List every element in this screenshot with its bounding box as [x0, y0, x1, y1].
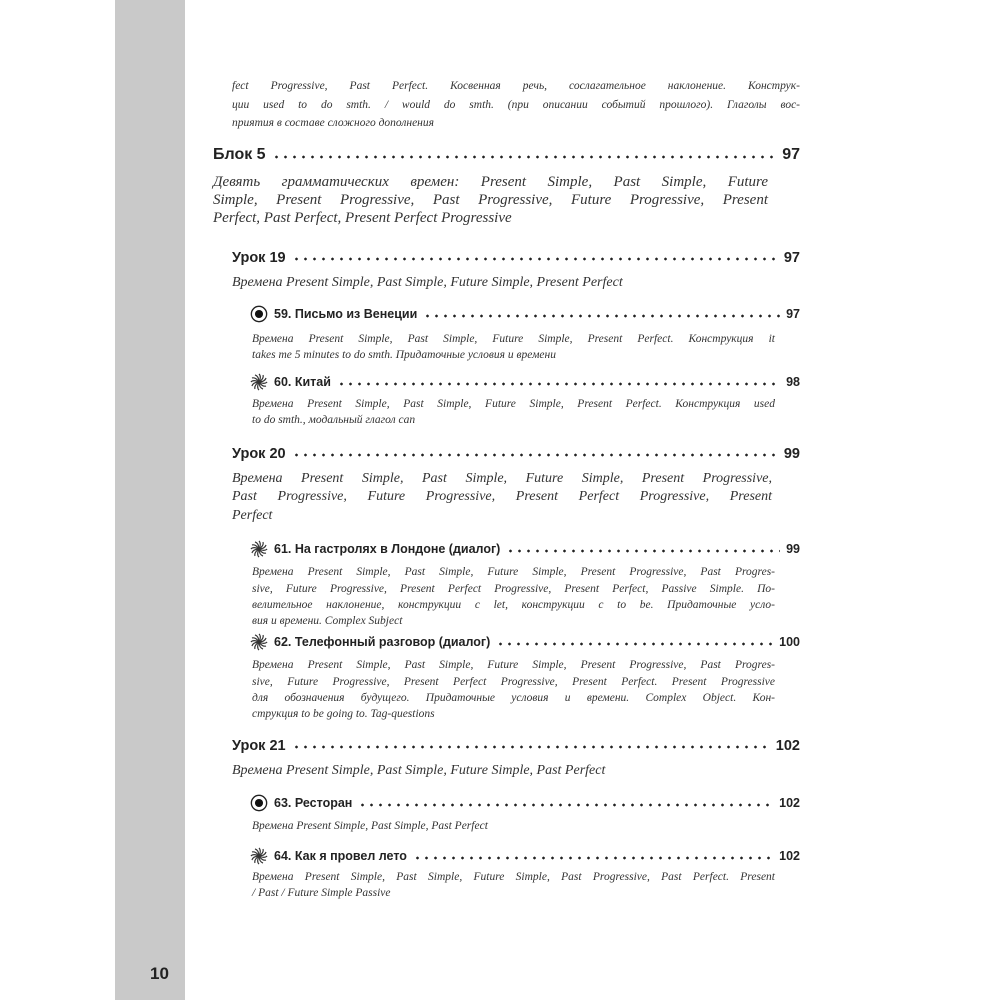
entry-title: 63. Ресторан [274, 795, 353, 810]
toc-entry[interactable] [250, 540, 800, 558]
description-line: Past Progressive, Future Progressive, Present Perfect Progressive, Present [232, 488, 772, 504]
spiral-icon [250, 540, 268, 558]
description-line: Времена Present Simple, Past Simple, Future Simple, Present Progressive, Past Progres- [252, 566, 775, 579]
toc-entry[interactable] [250, 847, 800, 865]
entry-page: 100 [779, 634, 800, 649]
entry-title: Урок 19 [232, 249, 286, 266]
entry-title: 59. Письмо из Венеции [274, 306, 418, 321]
lesson-heading[interactable] [232, 250, 800, 266]
description-line: to do smth., модальный глагол can [252, 414, 416, 427]
description-line: fect Progressive, Past Perfect. Косвенная речь, сослагательное наклонение. Конструк- [232, 80, 800, 93]
description-line: Девять грамматических времен: Present Simple, Past Simple, Future [213, 174, 768, 190]
entry-title: 62. Телефонный разговор (диалог) [274, 634, 491, 649]
entry-page: 97 [786, 306, 800, 321]
entry-title: 60. Китай [274, 374, 331, 389]
entry-page: 98 [786, 374, 800, 389]
entry-title: 64. Как я провел лето [274, 848, 407, 863]
description-line: струкция to be going to. Tag-questions [252, 708, 435, 721]
entry-title: Блок 5 [213, 145, 266, 163]
entry-page: 102 [775, 737, 800, 754]
entry-page: 99 [783, 445, 800, 462]
description-line: для обозначения будущего. Придаточные условия и времени. Complex Object. Кон- [252, 692, 775, 705]
page-number: 10 [150, 964, 169, 983]
toc-entry[interactable] [250, 373, 800, 391]
description-line: Времена Present Simple, Past Simple, Future Simple, Past Perfect [232, 762, 606, 778]
dot-leader [423, 314, 780, 318]
description-line: ции used to do smth. / would do smth. (при описании событий прошлого). Глаголы вос- [232, 99, 800, 112]
description-line: Времена Present Simple, Past Simple, Future Simple, Present Perfect. Конструкция it [252, 333, 775, 346]
page-margin-band [115, 0, 185, 1000]
toc-entry[interactable] [250, 633, 800, 651]
description-line: приятия в составе сложного дополнения [232, 117, 434, 130]
entry-page: 97 [783, 249, 800, 266]
description-line: Времена Present Simple, Past Simple, Future Simple, Past Progressive, Past Perfect. Present [252, 871, 775, 884]
dot-leader [292, 745, 770, 749]
dot-leader [496, 642, 773, 646]
description-line: takes me 5 minutes to do smth. Придаточные условия и времени [252, 349, 556, 362]
dot-leader [292, 453, 778, 457]
entry-page: 97 [782, 145, 800, 163]
description-line: Perfect [232, 507, 273, 523]
entry-title: Урок 20 [232, 445, 286, 462]
entry-page: 102 [779, 795, 800, 810]
toc-entry[interactable] [250, 794, 800, 812]
dot-leader [337, 382, 780, 386]
description-line: Времена Present Simple, Past Simple, Past Perfect [252, 820, 488, 833]
description-line: Времена Present Simple, Past Simple, Future Simple, Present Progressive, Past Progres- [252, 659, 775, 672]
entry-title: Урок 21 [232, 737, 286, 754]
description-line: вия и времени. Complex Subject [252, 615, 403, 628]
entry-page: 99 [786, 541, 800, 556]
dot-leader [413, 856, 773, 860]
dot-leader [506, 549, 780, 553]
spiral-icon [250, 847, 268, 865]
block-heading[interactable] [213, 146, 800, 164]
description-line: sive, Future Progressive, Present Perfect Progressive, Present Perfect, Passive Simple. По- [252, 583, 775, 596]
description-line: велительное наклонение, конструкции с let, конструкции с to be. Придаточные усло- [252, 599, 775, 612]
disc-icon [250, 305, 268, 323]
dot-leader [358, 803, 773, 807]
disc-icon [250, 794, 268, 812]
lesson-heading[interactable] [232, 738, 800, 754]
entry-page: 102 [779, 848, 800, 863]
description-line: Времена Present Simple, Past Simple, Future Simple, Present Perfect [232, 274, 623, 290]
toc-entry[interactable] [250, 305, 800, 323]
dot-leader [272, 155, 777, 159]
entry-title: 61. На гастролях в Лондоне (диалог) [274, 541, 501, 556]
description-line: Времена Present Simple, Past Simple, Future Simple, Present Perfect. Конструкция used [252, 398, 775, 411]
description-line: Simple, Present Progressive, Past Progressive, Future Progressive, Present [213, 192, 768, 208]
description-line: Времена Present Simple, Past Simple, Future Simple, Present Progressive, [232, 470, 772, 486]
lesson-heading[interactable] [232, 446, 800, 462]
description-line: / Past / Future Simple Passive [252, 887, 391, 900]
description-line: sive, Future Progressive, Present Perfect Progressive, Present Perfect. Present Progressive [252, 676, 775, 689]
spiral-icon [250, 373, 268, 391]
description-line: Perfect, Past Perfect, Present Perfect Progressive [213, 210, 512, 226]
spiral-icon [250, 633, 268, 651]
dot-leader [292, 257, 778, 261]
